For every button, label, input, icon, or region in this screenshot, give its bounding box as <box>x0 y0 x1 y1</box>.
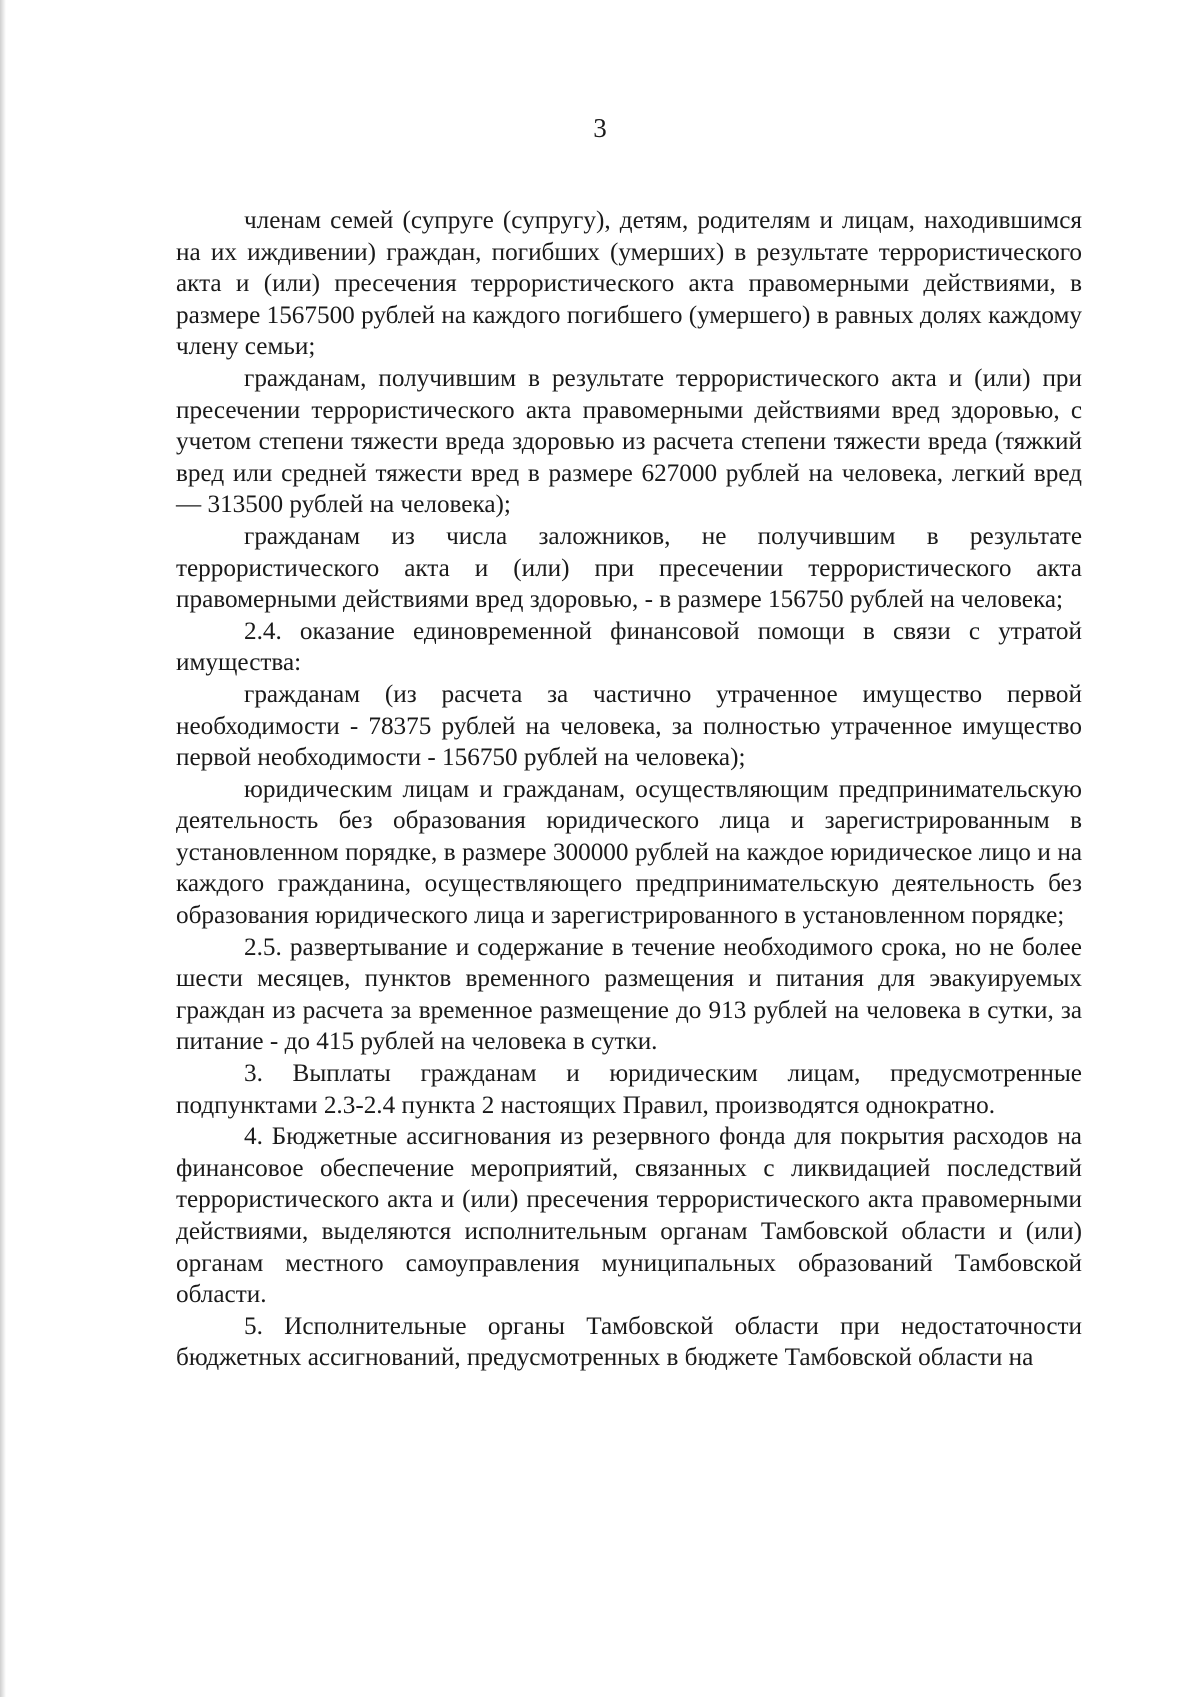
paragraph-legal-entities: юридическим лицам и гражданам, осуществляющим предпринимательскую деятельность без образования юридического лица и зарегистрированным в установленном порядке, в размере 300000 рублей на каждое юридическое лицо и на каждого гражданина, осуществляющего предпринимательскую деятельность без образования юридического лица и зарегистрированного в установленном порядке; <box>176 775 1082 930</box>
document-body <box>176 205 1082 1374</box>
paragraph-property-loss-citizens: гражданам (из расчета за частично утраченное имущество первой необходимости - 78375 рублей на человека, за полностью утраченное имущество первой необходимости - 156750 рублей на человека); <box>176 680 1082 772</box>
paragraph-health-harm-payments: гражданам, получившим в результате террористического акта и (или) при пресечении террористического акта правомерными действиями вред здоровью, с учетом степени тяжести вреда здоровью из расчета степени тяжести вреда (тяжкий вред или средней тяжести вред в размере 627000 рублей на человека, легкий вред — 313500 рублей на человека); <box>176 364 1082 519</box>
paragraph-5-executive-bodies: 5. Исполнительные органы Тамбовской области при недостаточности бюджетных ассигнований, предусмотренных в бюджете Тамбовской области на <box>176 1312 1082 1372</box>
page-number: 3 <box>593 113 607 143</box>
scan-edge <box>0 0 6 1697</box>
paragraph-2-4-heading: 2.4. оказание единовременной финансовой помощи в связи с утратой имущества: <box>176 617 1082 677</box>
paragraph-family-payments: членам семей (супруге (супругу), детям, родителям и лицам, находившимся на их иждивении) граждан, погибших (умерших) в результате террористического акта и (или) пресечения террористического акта правомерными действиями, в размере 1567500 рублей на каждого погибшего (умершего) в равных долях каждому члену семьи; <box>176 207 1082 361</box>
paragraph-hostage-payments: гражданам из числа заложников, не получившим в результате террористического акта и (или) при пресечении террористического акта правомерными действиями вред здоровью, - в размере 156750 рублей на человека; <box>176 522 1082 614</box>
paragraph-2-5-temporary-accommodation: 2.5. развертывание и содержание в течение необходимого срока, но не более шести месяцев, пунктов временного размещения и питания для эвакуируемых граждан из расчета за временное размещение до 913 рублей на человека в сутки, за питание - до 415 рублей на человека в сутки. <box>176 933 1082 1056</box>
paragraph-4-budget-allocations: 4. Бюджетные ассигнования из резервного фонда для покрытия расходов на финансовое обеспечение мероприятий, связанных с ликвидацией последствий террористического акта и (или) пресечения террористического акта правомерными действиями, выделяются исполнительным органам Тамбовской области и (или) органам местного самоуправления муниципальных образований Тамбовской области. <box>176 1123 1082 1309</box>
paragraph-3-one-time-payments: 3. Выплаты гражданам и юридическим лицам, предусмотренные подпунктами 2.3-2.4 пункта 2 настоящих Правил, производятся однократно. <box>176 1060 1082 1119</box>
